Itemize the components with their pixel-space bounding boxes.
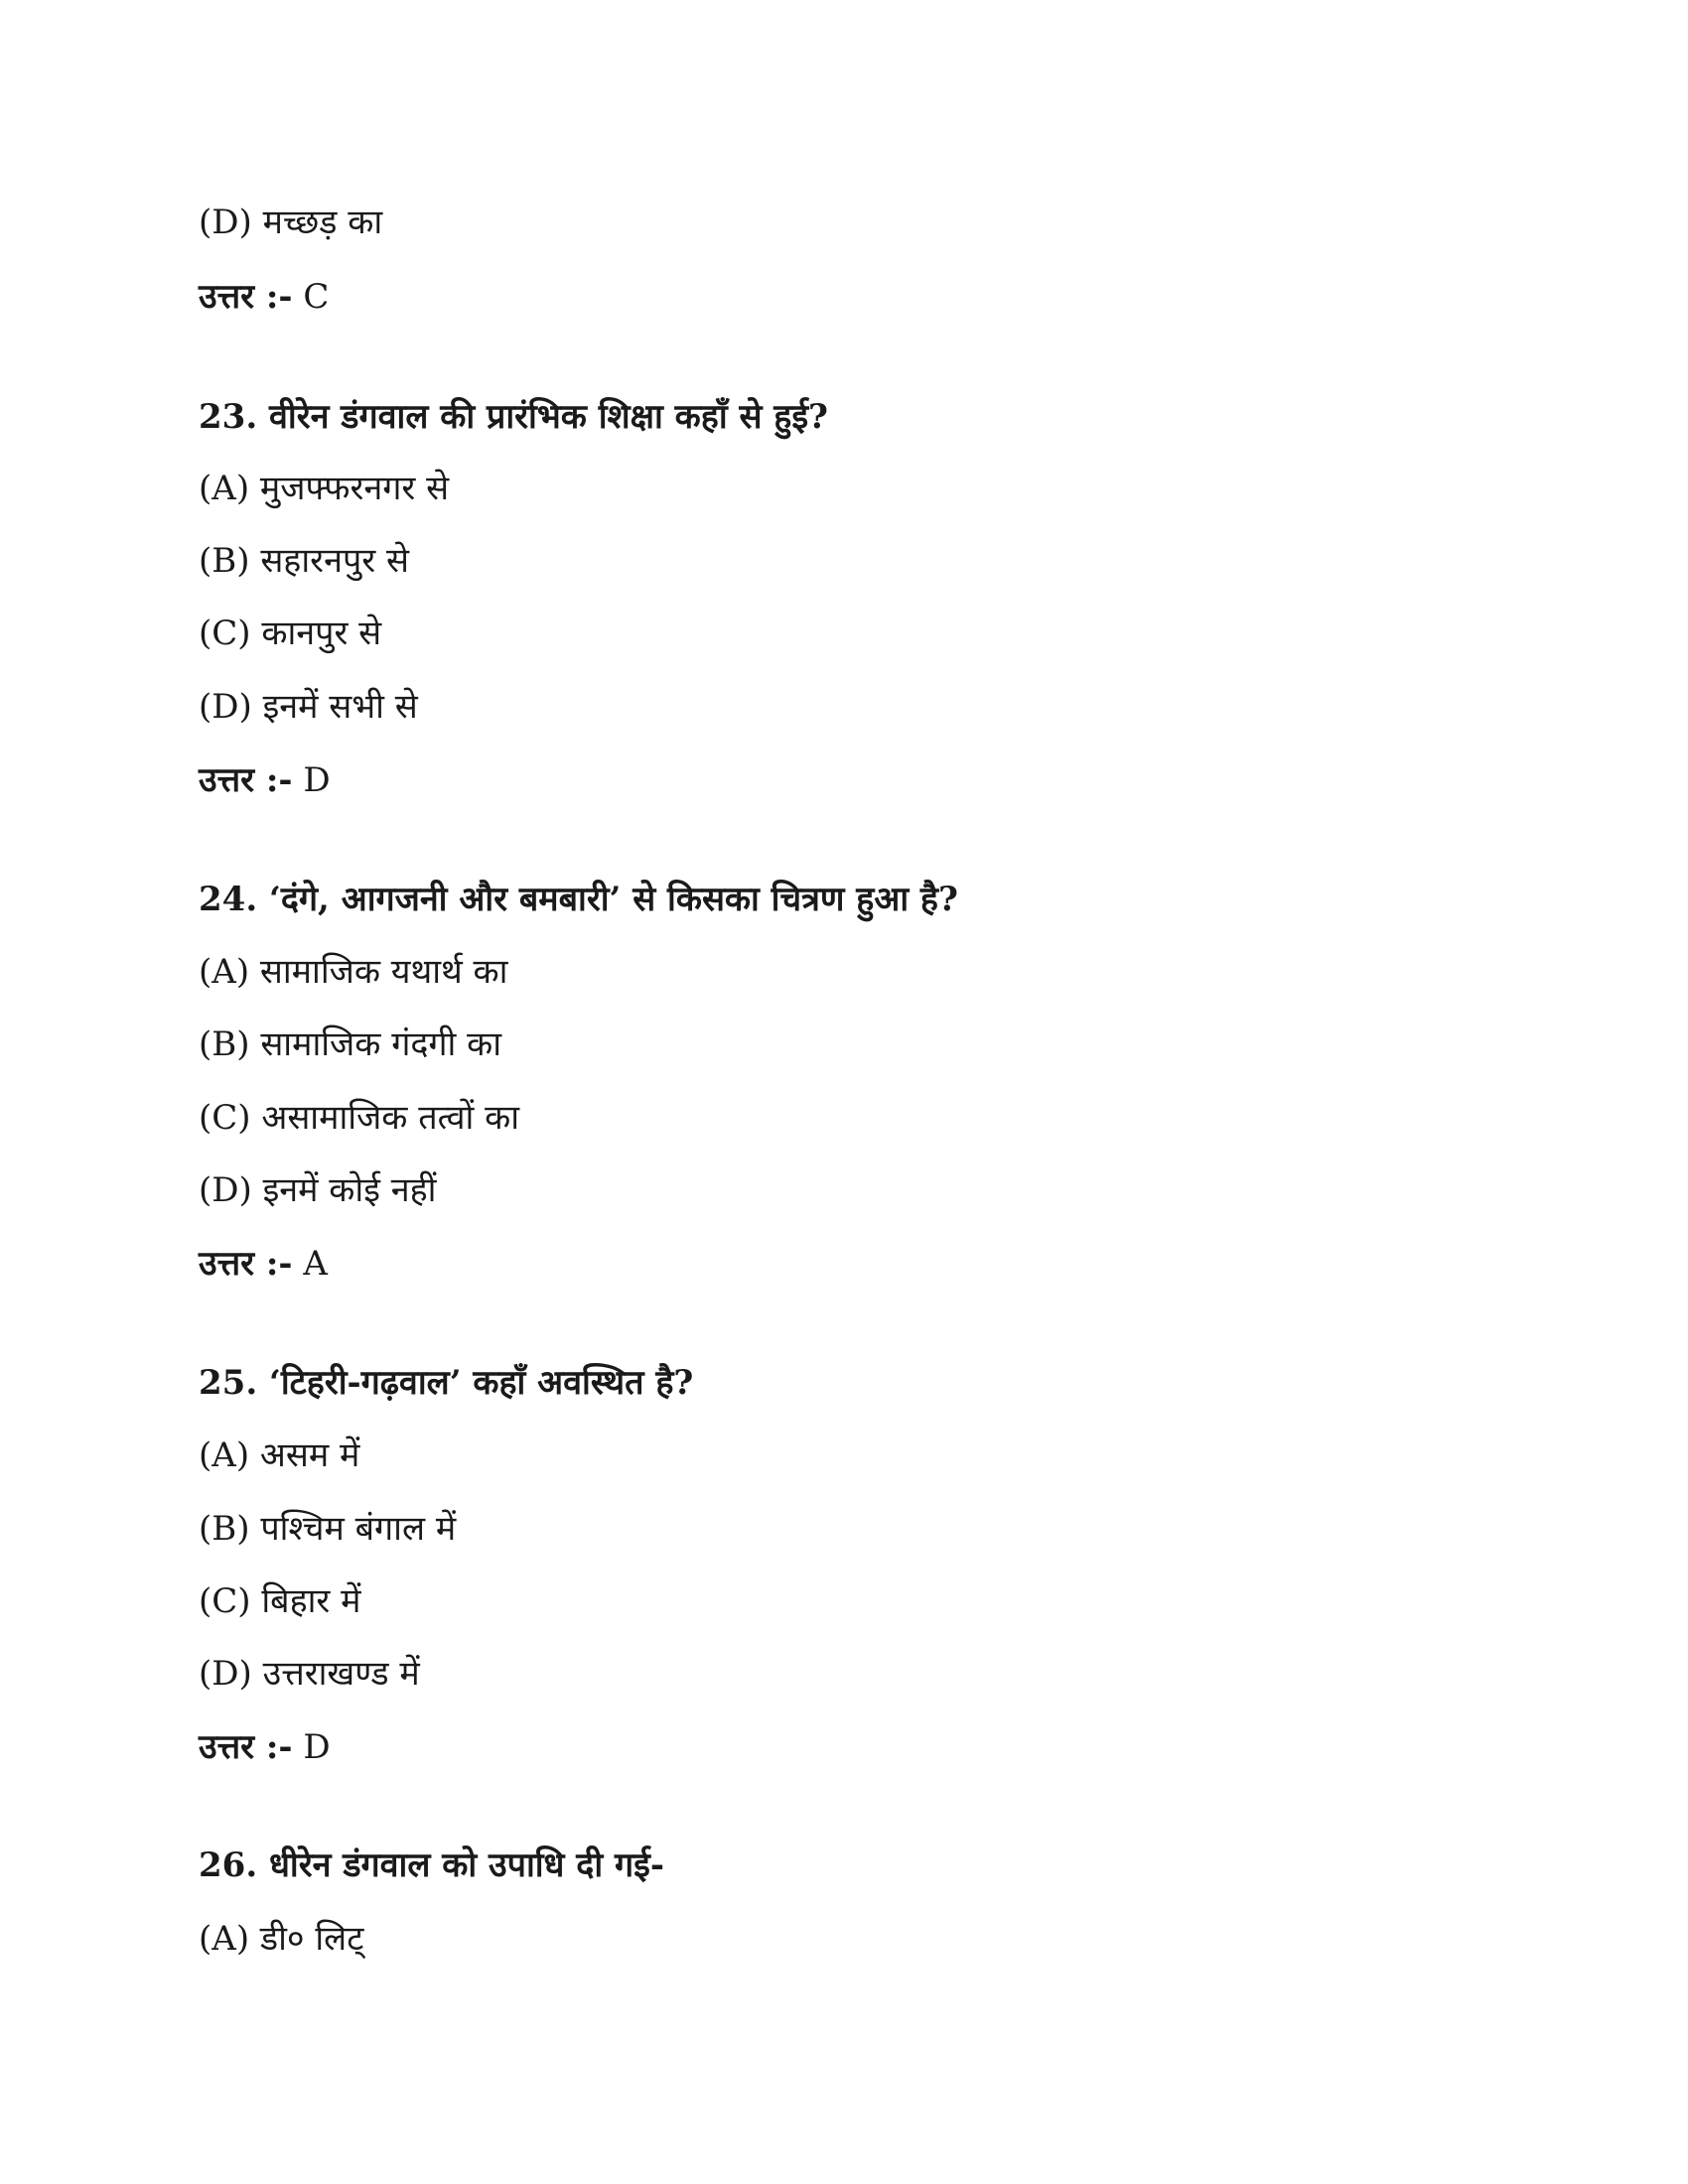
q24-answer	[199, 1242, 328, 1286]
q23-option-b: (B) सहारनपुर से	[199, 541, 409, 581]
q23-option-a: (A) मुजफ्फरनगर से	[199, 469, 450, 508]
q25-option-c: (C) बिहार में	[199, 1581, 361, 1621]
q23-question: 23. वीरेन डंगवाल की प्रारंभिक शिक्षा कहाँ से हुई?	[199, 397, 828, 437]
answer-label: उत्तर :-	[199, 1244, 293, 1284]
q24-question: 24. ‘दंगे, आगजनी और बमबारी’ से किसका चित्रण हुआ है?	[199, 880, 958, 919]
q24-option-d: (D) इनमें कोई नहीं	[199, 1170, 437, 1210]
answer-value: D	[303, 760, 331, 800]
q24-option-b: (B) सामाजिक गंदगी का	[199, 1024, 502, 1064]
q26-option-a: (A) डी० लिट्	[199, 1919, 364, 1959]
q25-option-a: (A) असम में	[199, 1435, 360, 1475]
q25-option-b: (B) पश्चिम बंगाल में	[199, 1509, 457, 1549]
q22-option-d: (D) मच्छड़ का	[199, 203, 383, 242]
q23-answer	[199, 758, 331, 802]
answer-label: उत्तर :-	[199, 760, 293, 800]
q23-option-d: (D) इनमें सभी से	[199, 687, 418, 727]
q25-option-d: (D) उत्तराखण्ड में	[199, 1654, 420, 1694]
q22-answer	[199, 275, 329, 319]
q24-option-a: (A) सामाजिक यथार्थ का	[199, 952, 508, 992]
q23-option-c: (C) कानपुर से	[199, 614, 382, 653]
q25-question: 25. ‘टिहरी-गढ़वाल’ कहाँ अवस्थित है?	[199, 1363, 694, 1403]
q25-answer	[199, 1725, 331, 1769]
answer-value: D	[303, 1727, 331, 1767]
q24-option-c: (C) असामाजिक तत्वों का	[199, 1098, 520, 1138]
answer-label: उत्तर :-	[199, 277, 293, 317]
answer-value: C	[303, 277, 330, 317]
answer-label: उत्तर :-	[199, 1727, 293, 1767]
q26-question: 26. धीरेन डंगवाल को उपाधि दी गई-	[199, 1845, 664, 1885]
answer-value: A	[303, 1244, 328, 1284]
